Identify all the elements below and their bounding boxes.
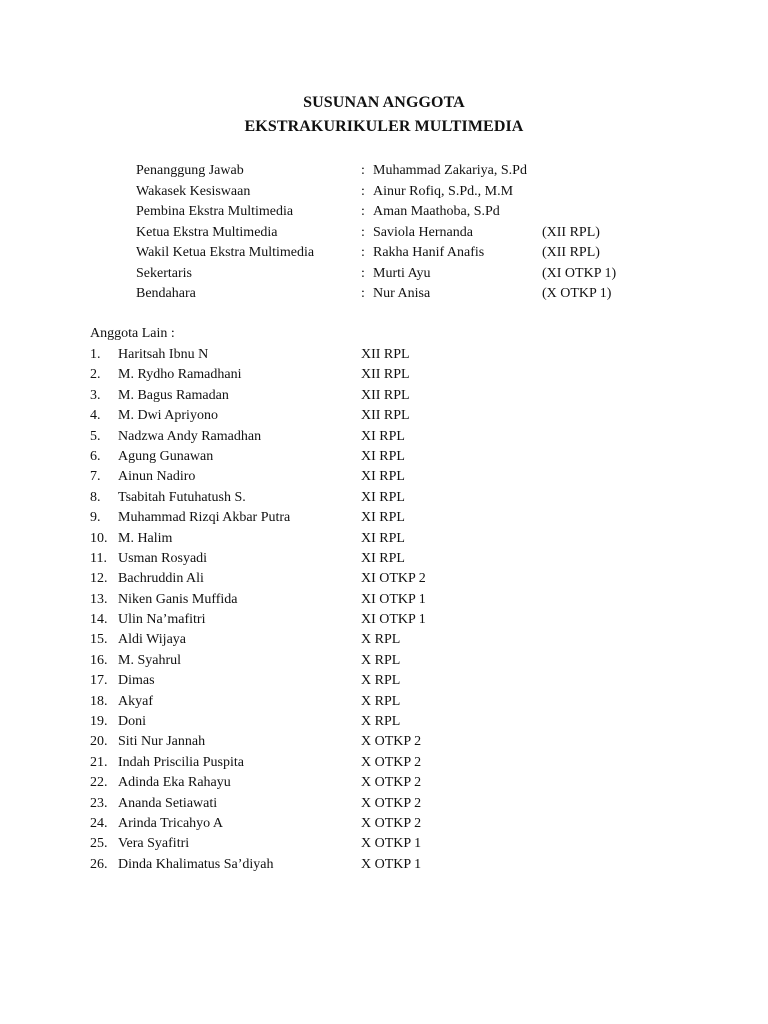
officer-name: Muhammad Zakariya, S.Pd	[373, 163, 527, 178]
member-name: Bachruddin Ali	[118, 571, 204, 587]
officer-colon: :	[361, 224, 365, 240]
member-name: Muhammad Rizqi Akbar Putra	[118, 510, 291, 526]
member-number: 24.	[90, 815, 108, 831]
member-class: XI OTKP 1	[361, 612, 426, 628]
member-name: Dinda Khalimatus Sa’diyah	[118, 856, 274, 872]
officer-colon: :	[361, 204, 365, 219]
officer-name: Nur Anisa	[373, 286, 431, 301]
member-number: 19.	[90, 714, 108, 730]
member-name: Ulin Na’mafitri	[118, 612, 206, 628]
member-number: 15.	[90, 632, 108, 648]
member-number: 8.	[90, 489, 101, 505]
officer-colon: :	[361, 286, 365, 301]
member-row	[90, 814, 510, 834]
member-row	[90, 794, 510, 814]
officer-name: Ainur Rofiq, S.Pd., M.M	[373, 183, 514, 199]
member-class: XI OTKP 1	[361, 591, 426, 607]
officer-name: Saviola Hernanda	[373, 224, 473, 240]
member-class: XI RPL	[361, 510, 405, 526]
member-name: Niken Ganis Muffida	[118, 591, 238, 607]
member-row	[90, 651, 510, 671]
member-row	[90, 365, 510, 385]
other-members-heading: Anggota Lain :	[90, 326, 175, 341]
officer-role: Penanggung Jawab	[136, 163, 244, 178]
member-number: 10.	[90, 530, 108, 546]
member-number: 2.	[90, 367, 101, 383]
member-number: 13.	[90, 591, 108, 607]
member-number: 14.	[90, 612, 108, 628]
member-number: 18.	[90, 693, 108, 709]
member-class: X RPL	[361, 652, 401, 668]
officer-role: Wakil Ketua Ekstra Multimedia	[136, 245, 315, 260]
member-row	[90, 549, 510, 569]
member-number: 17.	[90, 673, 108, 689]
member-class: XI RPL	[361, 550, 405, 566]
member-name: Nadzwa Andy Ramadhan	[118, 428, 262, 444]
document-subtitle: EKSTRAKURIKULER MULTIMEDIA	[244, 118, 524, 135]
member-number: 16.	[90, 652, 108, 668]
member-class: XI RPL	[361, 428, 405, 444]
member-row	[90, 447, 510, 467]
member-class: XI RPL	[361, 530, 405, 546]
member-number: 3.	[90, 387, 101, 403]
member-class: X RPL	[361, 632, 401, 648]
member-name: Ainun Nadiro	[118, 469, 196, 485]
officer-colon: :	[361, 265, 365, 281]
officer-colon: :	[361, 245, 365, 260]
member-number: 25.	[90, 836, 108, 852]
member-class: XII RPL	[361, 387, 410, 403]
member-class: X RPL	[361, 673, 401, 689]
member-row	[90, 855, 510, 875]
member-name: Haritsah Ibnu N	[118, 347, 209, 362]
member-row	[90, 630, 510, 650]
officer-name: Murti Ayu	[373, 265, 431, 281]
officer-row	[136, 243, 656, 264]
member-name: Dimas	[118, 673, 155, 689]
member-name: Usman Rosyadi	[118, 550, 208, 566]
member-name: Siti Nur Jannah	[118, 734, 206, 750]
member-row	[90, 590, 510, 610]
member-class: XII RPL	[361, 347, 410, 362]
member-row	[90, 529, 510, 549]
member-number: 1.	[90, 347, 101, 362]
officer-colon: :	[361, 183, 365, 199]
officer-role: Ketua Ekstra Multimedia	[136, 224, 278, 240]
member-name: M. Halim	[118, 530, 173, 546]
member-number: 20.	[90, 734, 108, 750]
member-row	[90, 427, 510, 447]
member-row	[90, 753, 510, 773]
member-number: 6.	[90, 448, 101, 464]
member-class: XI RPL	[361, 448, 405, 464]
member-number: 23.	[90, 795, 108, 811]
member-name: M. Bagus Ramadan	[118, 387, 229, 403]
member-number: 26.	[90, 856, 108, 872]
member-row	[90, 386, 510, 406]
member-row	[90, 732, 510, 752]
member-number: 11.	[90, 550, 107, 566]
member-row	[90, 406, 510, 426]
officer-class: (XII RPL)	[542, 224, 600, 240]
member-row	[90, 692, 510, 712]
member-name: M. Rydho Ramadhani	[118, 367, 242, 383]
members-list	[90, 345, 510, 875]
member-name: Indah Priscilia Puspita	[118, 754, 244, 770]
member-class: XI RPL	[361, 469, 405, 485]
member-number: 9.	[90, 510, 101, 526]
member-number: 4.	[90, 408, 101, 424]
document-title: SUSUNAN ANGGOTA	[303, 94, 465, 111]
member-name: M. Syahrul	[118, 652, 181, 668]
officer-class: (XI OTKP 1)	[542, 265, 617, 281]
officer-row	[136, 223, 656, 244]
officer-class: (XII RPL)	[542, 245, 600, 260]
member-class: XII RPL	[361, 408, 410, 424]
officer-name: Rakha Hanif Anafis	[373, 245, 485, 260]
member-number: 21.	[90, 754, 108, 770]
officer-role: Wakasek Kesiswaan	[136, 183, 251, 199]
member-row	[90, 488, 510, 508]
member-number: 5.	[90, 428, 101, 444]
member-row	[90, 610, 510, 630]
officer-role: Pembina Ekstra Multimedia	[136, 204, 294, 219]
member-name: Ananda Setiawati	[118, 795, 218, 811]
member-number: 12.	[90, 571, 108, 587]
officer-row	[136, 284, 656, 305]
member-name: Doni	[118, 714, 146, 730]
member-class: XI RPL	[361, 489, 405, 505]
member-class: X RPL	[361, 693, 401, 709]
member-class: X OTKP 1	[361, 856, 422, 872]
member-class: X OTKP 2	[361, 775, 422, 791]
officer-row	[136, 202, 656, 223]
member-row	[90, 508, 510, 528]
member-name: M. Dwi Apriyono	[118, 408, 218, 424]
member-class: X OTKP 2	[361, 734, 422, 750]
member-number: 7.	[90, 469, 101, 485]
member-number: 22.	[90, 775, 108, 791]
member-class: X OTKP 2	[361, 795, 422, 811]
member-name: Adinda Eka Rahayu	[118, 775, 231, 791]
officer-row	[136, 161, 656, 182]
member-name: Aldi Wijaya	[118, 632, 186, 648]
officer-row	[136, 264, 656, 285]
member-name: Arinda Tricahyo A	[118, 815, 223, 831]
member-row	[90, 345, 510, 365]
member-class: X OTKP 1	[361, 836, 422, 852]
member-name: Akyaf	[118, 693, 153, 709]
member-class: X RPL	[361, 714, 401, 730]
member-row	[90, 834, 510, 854]
officers-list	[136, 161, 656, 305]
officer-row	[136, 182, 656, 203]
member-row	[90, 467, 510, 487]
member-class: X OTKP 2	[361, 754, 422, 770]
member-name: Tsabitah Futuhatush S.	[118, 489, 246, 505]
member-row	[90, 712, 510, 732]
officer-role: Sekertaris	[136, 265, 192, 281]
member-name: Agung Gunawan	[118, 448, 214, 464]
officer-role: Bendahara	[136, 286, 196, 301]
officer-name: Aman Maathoba, S.Pd	[373, 204, 500, 219]
member-class: XII RPL	[361, 367, 410, 383]
member-class: X OTKP 2	[361, 815, 422, 831]
officer-class: (X OTKP 1)	[542, 286, 612, 301]
officer-colon: :	[361, 163, 365, 178]
member-name: Vera Syafitri	[118, 836, 190, 852]
member-row	[90, 773, 510, 793]
member-row	[90, 569, 510, 589]
member-class: XI OTKP 2	[361, 571, 426, 587]
member-row	[90, 671, 510, 691]
